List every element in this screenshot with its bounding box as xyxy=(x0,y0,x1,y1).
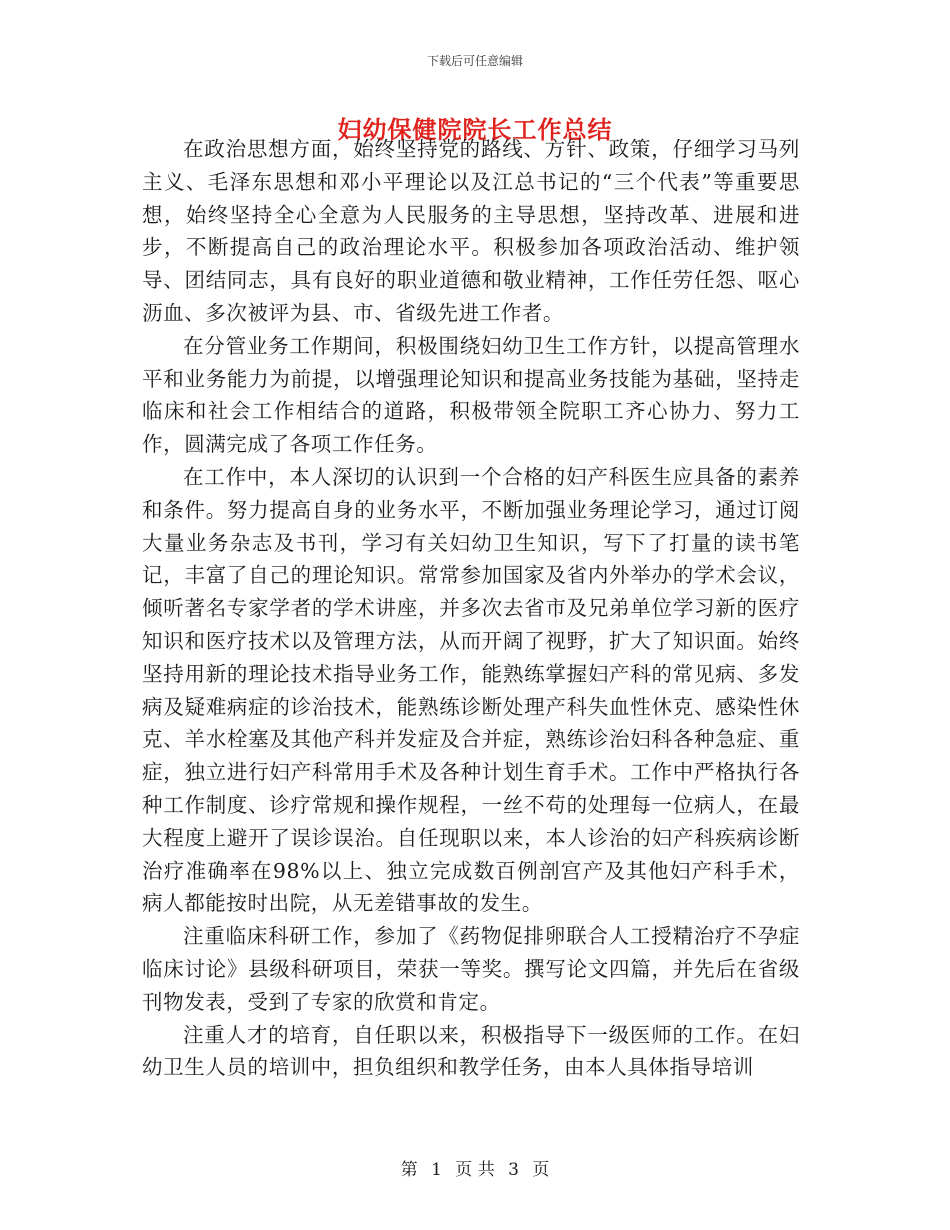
page-total-number: 3 xyxy=(508,1160,519,1180)
page-suffix: 页 xyxy=(532,1160,550,1180)
paragraph-clinical-work: 在工作中，本人深切的认识到一个合格的妇产科医生应具备的素养和条件。努力提高自身的业务水平，不断加强业务理论学习，通过订阅大量业务杂志及书刊，学习有关妇幼卫生知识，写下了打量的读书笔记，丰富了自己的理论知识。常常参加国家及省内外举办的学术会议，倾听著名专家学者的学术讲座，并多次去省市及兄弟单位学习新的医疗知识和医疗技术以及管理方法，从而开阔了视野，扩大了知识面。始终坚持用新的理论技术指导业务工作，能熟练掌握妇产科的常见病、多发病及疑难病症的诊治技术，能熟练诊断处理产科失血性休克、感染性休克、羊水栓塞及其他产科并发症及合并症，熟练诊治妇科各种急症、重症，独立进行妇产科常用手术及各种计划生育手术。工作中严格执行各种工作制度、诊疗常规和操作规程，一丝不苟的处理每一位病人，在最大程度上避开了误诊误治。自任现职以来，本人诊治的妇产科疾病诊断治疗准确率在98%以上、独立完成数百例剖宫产及其他妇产科手术，病人都能按时出院，从无差错事故的发生。 xyxy=(142,464,800,916)
paragraph-political: 在政治思想方面，始终坚持党的路线、方针、政策，仔细学习马列主义、毛泽东思想和邓小平理论以及江总书记的“三个代表”等重要思想，始终坚持全心全意为人民服务的主导思想，坚持改革、进展和进步，不断提高自己的政治理论水平。积极参加各项政治活动、维护领导、团结同志，具有良好的职业道德和敬业精神，工作任劳任怨、呕心沥血、多次被评为县、市、省级先进工作者。 xyxy=(142,137,800,325)
paragraph-management: 在分管业务工作期间，积极围绕妇幼卫生工作方针，以提高管理水平和业务能力为前提，以增强理论知识和提高业务技能为基础，坚持走临床和社会工作相结合的道路，积极带领全院职工齐心协力、努力工作，圆满完成了各项工作任务。 xyxy=(142,333,800,457)
page-current-number: 1 xyxy=(431,1160,442,1180)
page-mid-text: 页 共 xyxy=(455,1160,495,1180)
paragraph-training: 注重人才的培育，自任职以来，积极指导下一级医师的工作。在妇幼卫生人员的培训中，担负组织和教学任务，由本人具体指导培训 xyxy=(142,1022,800,1080)
paragraph-research: 注重临床科研工作，参加了《药物促排卵联合人工授精治疗不孕症临床讨论》县级科研项目，荣获一等奖。撰写论文四篇，并先后在省级刊物发表，受到了专家的欣赏和肯定。 xyxy=(142,924,800,1014)
page-footer xyxy=(0,1155,950,1180)
page-prefix: 第 xyxy=(400,1160,418,1180)
document-body xyxy=(142,133,800,1084)
header-note: 下载后可任意编辑 xyxy=(426,54,523,68)
document-title: 妇幼保健院院长工作总结 xyxy=(337,116,613,144)
